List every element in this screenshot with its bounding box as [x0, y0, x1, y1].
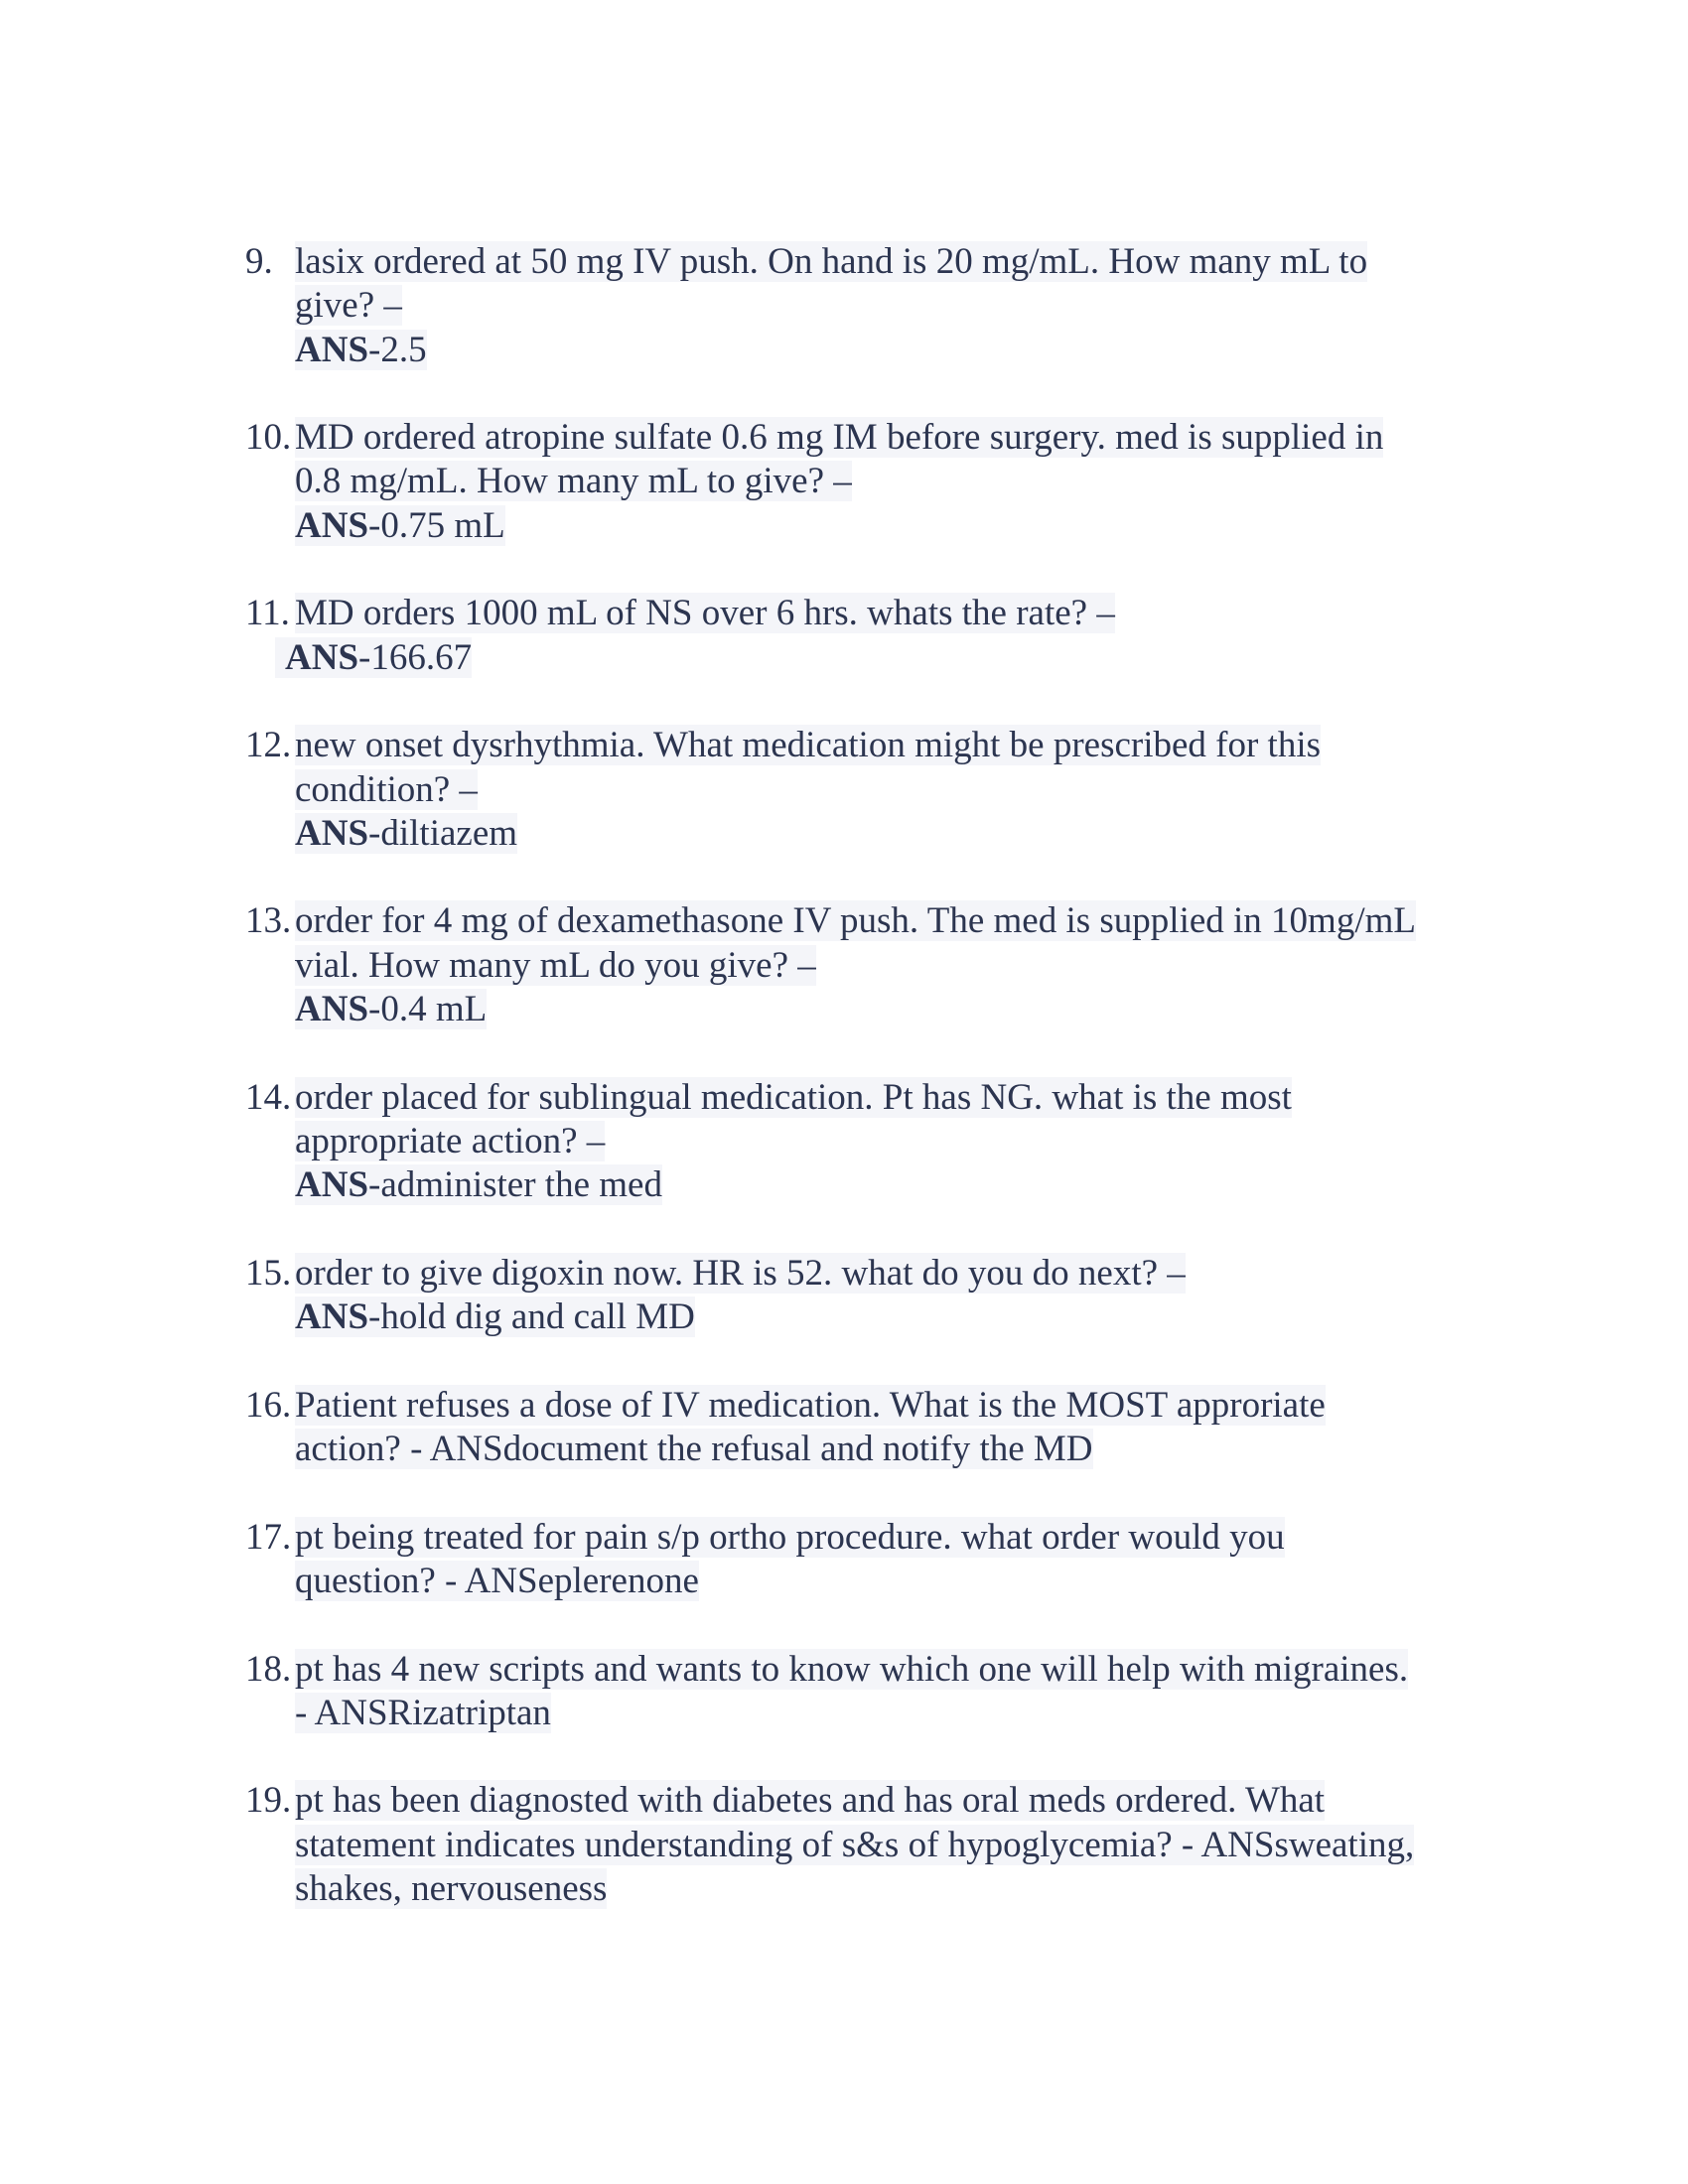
text-line	[245, 899, 1486, 943]
question-item	[245, 724, 1486, 856]
text-segment: -0.75 mL	[368, 504, 505, 546]
text-line	[245, 460, 1486, 503]
text-line	[245, 1296, 1486, 1339]
item-number: 13.	[245, 900, 292, 942]
question-item	[245, 1076, 1486, 1208]
item-number: 19.	[245, 1780, 292, 1822]
text-segment: order placed for sublingual medication. Pt has NG. what is the most	[295, 1076, 1292, 1118]
text-line	[245, 1428, 1486, 1471]
highlighted-text	[295, 593, 1115, 633]
text-line	[245, 1824, 1486, 1867]
text-segment: -2.5	[368, 329, 427, 370]
text-segment: action? - ANSdocument the refusal and notify the MD	[295, 1429, 1093, 1470]
text-segment: order to give digoxin now. HR is 52. what do you do next? –	[295, 1252, 1186, 1294]
highlighted-text	[295, 769, 478, 810]
text-line	[245, 329, 1486, 372]
text-line	[245, 1692, 1486, 1735]
question-item	[245, 592, 1486, 680]
highlighted-text	[295, 1561, 699, 1601]
text-segment: - ANSRizatriptan	[295, 1692, 551, 1733]
answer-label: ANS	[295, 812, 369, 854]
text-segment: lasix ordered at 50 mg IV push. On hand is 20 mg/mL. How many mL to	[295, 241, 1368, 282]
highlighted-text	[295, 1253, 1186, 1294]
item-number: 14.	[245, 1076, 292, 1118]
highlighted-text	[295, 945, 816, 986]
highlighted-text	[295, 417, 1383, 458]
highlighted-text	[295, 1121, 605, 1161]
item-number: 18.	[245, 1648, 292, 1690]
text-segment: -diltiazem	[368, 812, 518, 854]
item-number: 12.	[245, 725, 292, 766]
text-segment: give? –	[295, 285, 402, 327]
text-segment: new onset dysrhythmia. What medication might be prescribed for this	[295, 725, 1322, 766]
question-list	[245, 240, 1486, 1956]
highlighted-text	[275, 637, 472, 678]
text-segment: MD ordered atropine sulfate 0.6 mg IM before surgery. med is supplied in	[295, 417, 1384, 459]
text-segment: statement indicates understanding of s&s of hypoglycemia? - ANSsweating,	[295, 1824, 1415, 1865]
text-segment: Patient refuses a dose of IV medication. What is the MOST approriate	[295, 1384, 1326, 1426]
text-line	[245, 1384, 1486, 1428]
text-line	[245, 1867, 1486, 1911]
text-line	[245, 724, 1486, 767]
highlighted-text	[295, 505, 505, 546]
item-number: 17.	[245, 1516, 292, 1558]
text-line	[245, 1163, 1486, 1207]
highlighted-text	[295, 285, 402, 326]
item-number: 11.	[245, 593, 290, 634]
text-segment: -0.4 mL	[368, 989, 488, 1030]
text-line	[245, 1076, 1486, 1120]
highlighted-text	[295, 1077, 1292, 1118]
highlighted-text	[295, 900, 1416, 941]
text-line	[245, 504, 1486, 548]
question-item	[245, 1516, 1486, 1604]
question-item	[245, 240, 1486, 372]
highlighted-text	[295, 1868, 607, 1909]
highlighted-text	[295, 725, 1321, 765]
question-item	[245, 416, 1486, 548]
text-segment: order for 4 mg of dexamethasone IV push. The med is supplied in 10mg/mL	[295, 900, 1416, 942]
text-line	[245, 636, 1486, 680]
text-line	[245, 1120, 1486, 1163]
answer-label: ANS	[295, 989, 369, 1030]
highlighted-text	[295, 461, 852, 501]
question-item	[245, 1648, 1486, 1736]
text-line	[245, 812, 1486, 856]
item-number: 16.	[245, 1384, 292, 1426]
text-segment: pt has 4 new scripts and wants to know which one will help with migraines.	[295, 1648, 1409, 1690]
highlighted-text	[295, 330, 427, 370]
highlighted-text	[295, 1517, 1285, 1558]
text-line	[245, 416, 1486, 460]
highlighted-text	[295, 1429, 1093, 1469]
question-item	[245, 1779, 1486, 1911]
text-line	[245, 1648, 1486, 1692]
item-number: 10.	[245, 417, 292, 459]
text-segment: -administer the med	[368, 1164, 662, 1206]
answer-label: ANS	[295, 504, 369, 546]
text-segment: pt has been diagnosted with diabetes and has oral meds ordered. What	[295, 1780, 1326, 1822]
question-item	[245, 1384, 1486, 1472]
answer-label: ANS	[295, 1164, 369, 1206]
text-line	[245, 944, 1486, 988]
highlighted-text	[295, 1297, 695, 1337]
highlighted-text	[295, 1164, 662, 1205]
highlighted-text	[295, 989, 487, 1029]
text-segment: pt being treated for pain s/p ortho procedure. what order would you	[295, 1516, 1285, 1558]
item-number: 15.	[245, 1252, 292, 1294]
text-line	[245, 284, 1486, 328]
text-line	[245, 1252, 1486, 1296]
text-line	[245, 240, 1486, 284]
answer-label: ANS	[295, 1297, 369, 1338]
text-segment: 0.8 mg/mL. How many mL to give? –	[295, 461, 852, 502]
text-segment: appropriate action? –	[295, 1120, 606, 1161]
text-segment: condition? –	[295, 768, 478, 810]
text-segment: shakes, nervouseness	[295, 1867, 608, 1909]
question-item	[245, 1252, 1486, 1340]
highlighted-text	[295, 813, 517, 854]
answer-label: ANS	[295, 329, 369, 370]
text-line	[245, 1516, 1486, 1560]
item-number: 9.	[245, 241, 273, 282]
text-line	[245, 768, 1486, 812]
highlighted-text	[295, 241, 1367, 282]
text-line	[245, 592, 1486, 635]
text-line	[245, 1560, 1486, 1603]
text-segment: question? - ANSeplerenone	[295, 1560, 699, 1601]
highlighted-text	[295, 1825, 1414, 1865]
text-segment: -166.67	[358, 636, 473, 678]
text-line	[245, 988, 1486, 1031]
text-segment: MD orders 1000 mL of NS over 6 hrs. whats the rate? –	[295, 593, 1115, 634]
highlighted-text	[295, 1385, 1326, 1426]
highlighted-text	[295, 1693, 551, 1733]
answer-label: ANS	[285, 636, 359, 678]
highlighted-text	[295, 1649, 1408, 1690]
question-item	[245, 899, 1486, 1031]
text-segment: -hold dig and call MD	[368, 1297, 695, 1338]
text-line	[245, 1779, 1486, 1823]
highlighted-text	[295, 1780, 1325, 1821]
text-segment: vial. How many mL do you give? –	[295, 944, 816, 986]
